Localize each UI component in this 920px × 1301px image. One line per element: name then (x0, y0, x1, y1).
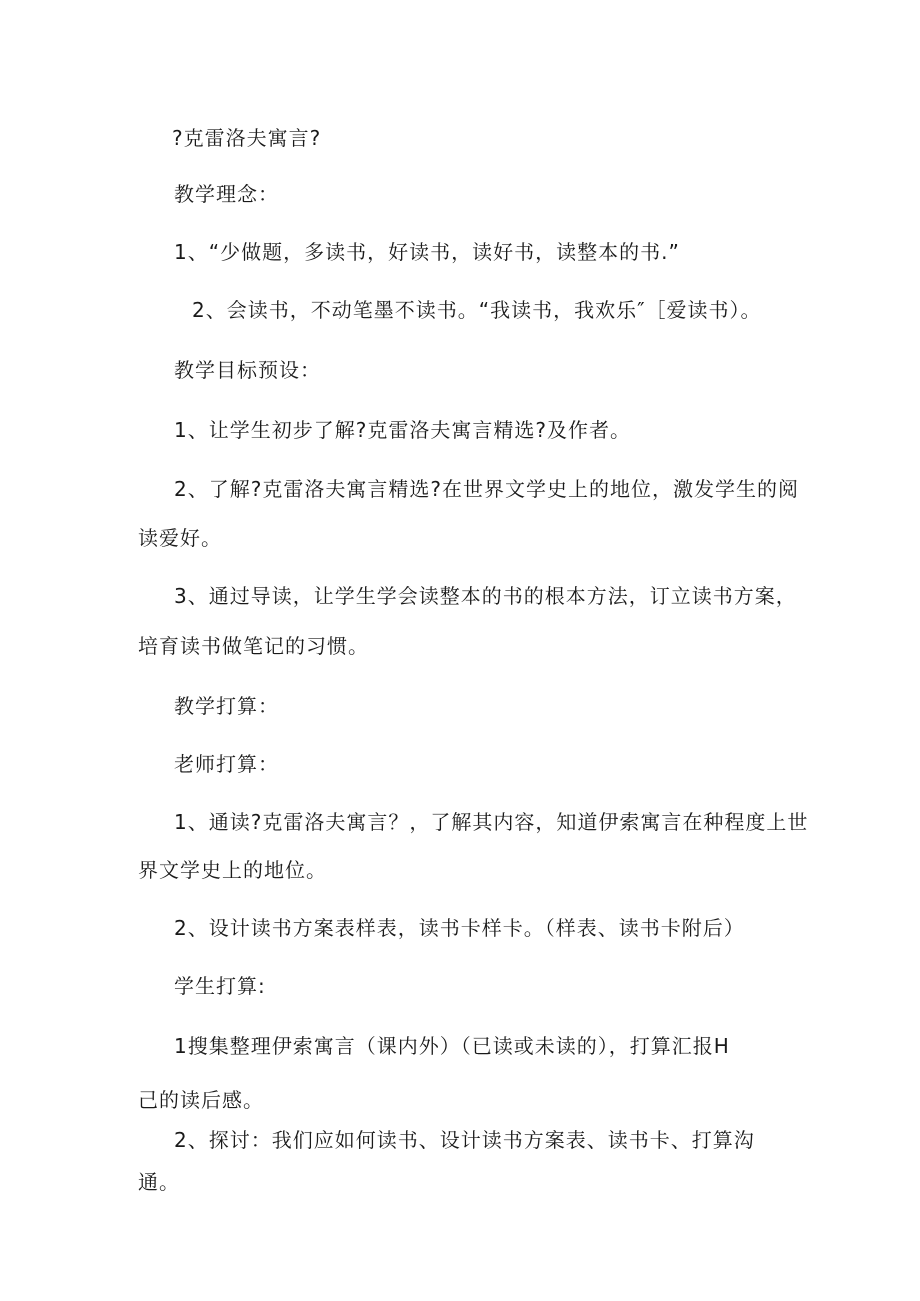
teacher-prep-item-2: 2、设计读书方案表样表，读书卡样卡。（样表、读书卡附后） (174, 916, 745, 940)
teaching-concept-item-2: 2、会读书，不动笔墨不读书。“我读书，我欢乐″［爱读书）。 (192, 298, 762, 322)
teaching-goals-item-3-line-2: 培育读书做笔记的习惯。 (138, 634, 369, 658)
teaching-concept-item-1: 1、“少做题，多读书，好读书，读好书，读整本的书.” (174, 240, 680, 264)
student-prep-item-2-line-2: 通。 (138, 1170, 180, 1194)
teaching-goals-item-3-line-1: 3、通过导读，让学生学会读整本的书的根本方法，订立读书方案， (174, 584, 797, 608)
teaching-goals-item-1: 1、让学生初步了解?克雷洛夫寓言精选?及作者。 (174, 418, 631, 442)
teaching-concept-heading: 教学理念： (174, 182, 279, 206)
document-title: ?克雷洛夫寓言? (172, 126, 322, 150)
teacher-prep-heading: 老师打算： (174, 752, 279, 776)
teacher-prep-item-1-line-2: 界文学史上的地位。 (138, 858, 327, 882)
teaching-goals-item-2-line-1: 2、了解?克雷洛夫寓言精选?在世界文学史上的地位，激发学生的阅 (174, 477, 799, 501)
student-prep-item-2-line-1: 2、探讨：我们应如何读书、设计读书方案表、读书卡、打算沟 (174, 1128, 755, 1152)
teaching-goals-item-2-line-2: 读爱好。 (138, 526, 222, 550)
student-prep-heading: 学生打算: (174, 974, 266, 998)
teacher-prep-item-1-line-1: 1、通读?克雷洛夫寓言？，了解其内容，知道伊索寓言在种程度上世 (174, 810, 809, 834)
teaching-prep-heading: 教学打算： (174, 694, 279, 718)
student-prep-item-1-line-2: 己的读后感。 (138, 1088, 264, 1112)
student-prep-item-1-line-1: 1搜集整理伊索寓言（课内外）（已读或未读的），打算汇报H (174, 1034, 730, 1058)
teaching-goals-heading: 教学目标预设： (174, 358, 321, 382)
